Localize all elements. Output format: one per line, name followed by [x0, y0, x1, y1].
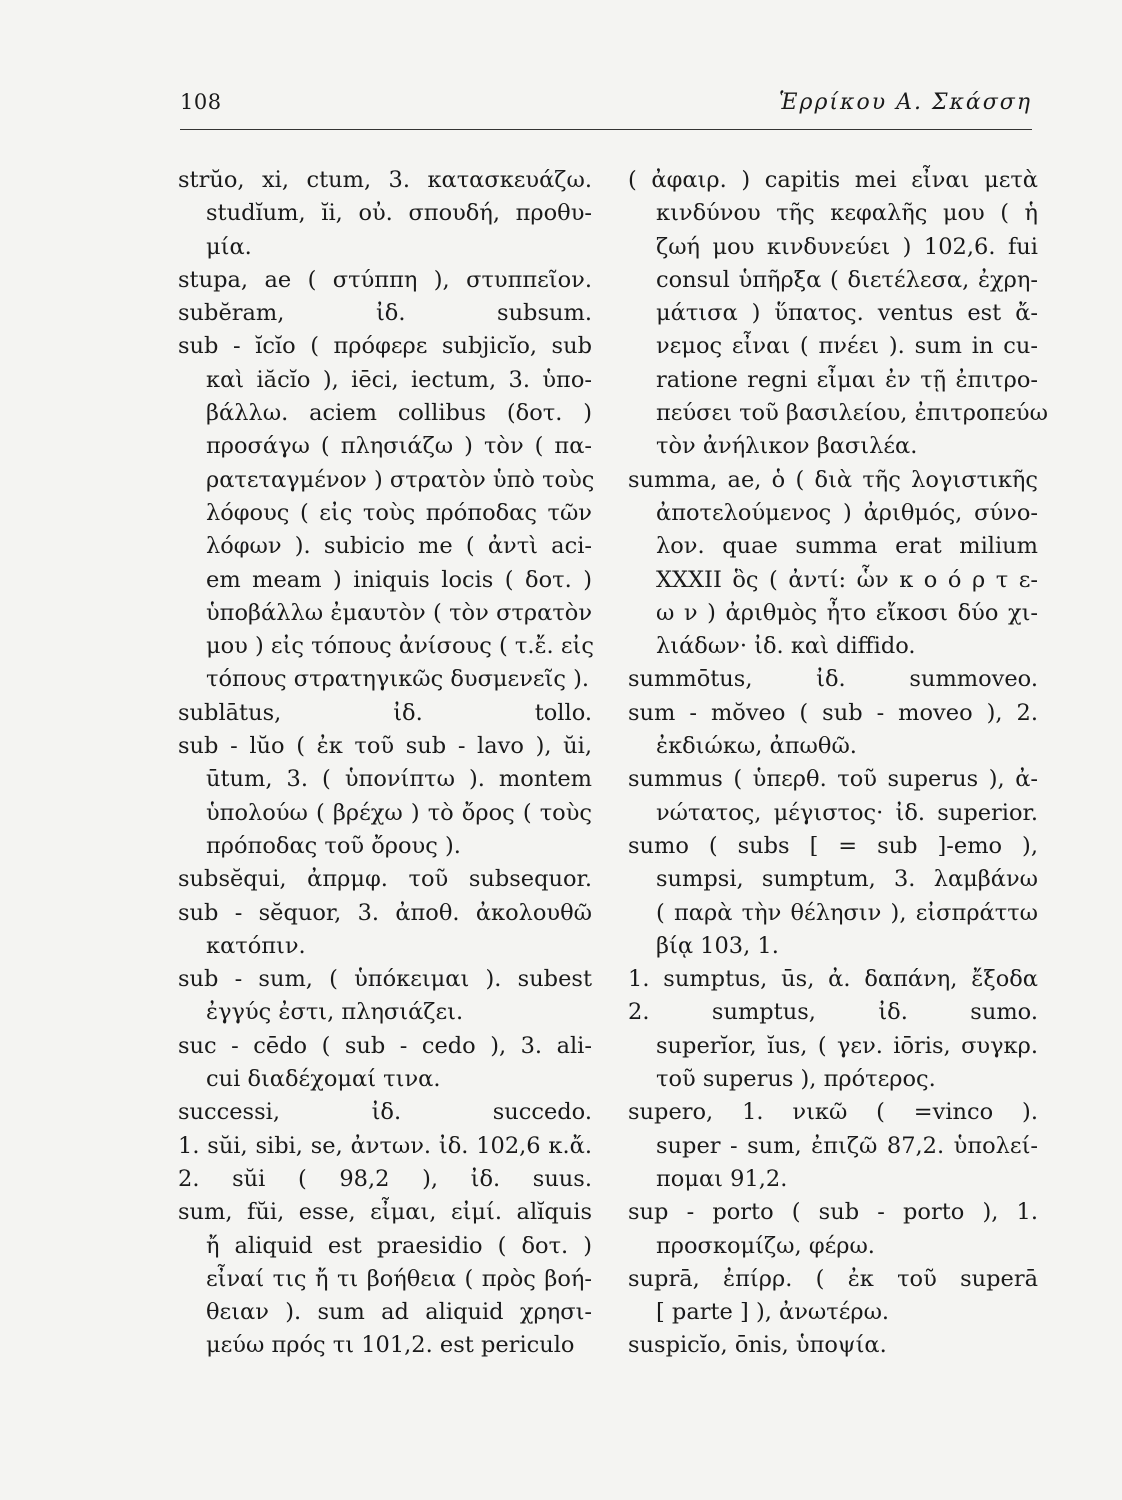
left-column-line: ὑποβάλλω ἐμαυτὸν ( τὸν στρατὸν — [206, 599, 592, 626]
left-column-line: sum, fŭi, esse, εἶμαι, εἰμί. alĭquis — [178, 1199, 592, 1226]
right-column-line: XXXII ὃς ( ἀντί: ὧν κ ο ό ρ τ ε- — [656, 566, 1038, 593]
left-column-line: sub - sum, ( ὑπόκειμαι ). subest — [178, 966, 592, 993]
right-column-line: ἐκδιώκω, ἀπωθῶ. — [656, 733, 857, 760]
right-column-line: νεμος εἶναι ( πνέει ). sum in cu- — [656, 333, 1038, 360]
left-column-line: subsĕqui, ἀπρμφ. τοῦ subsequor. — [178, 866, 592, 893]
left-column-line: 1. sŭi, sibi, se, ἀντων. ἰδ. 102,6 κ.ἄ. — [178, 1132, 592, 1159]
right-column-line: 1. sumptus, ūs, ἀ. δαπάνη, ἔξοδα — [628, 966, 1038, 993]
right-column-line: sumo ( subs [ = sub ]-emo ), — [628, 832, 1038, 859]
left-column-line: μία. — [206, 233, 252, 260]
left-column-line: subĕram, ἰδ. subsum. — [178, 300, 592, 327]
left-column-line: stupa, ae ( στύππη ), στυππεῖον. — [178, 266, 592, 293]
right-column-line: μάτισα ) ὕπατος. ventus est ἄ- — [656, 300, 1038, 327]
right-column-line: προσκομίζω, φέρω. — [656, 1232, 875, 1259]
left-column-line: 2. sŭi ( 98,2 ), ἰδ. suus. — [178, 1165, 592, 1192]
right-column-line: τὸν ἀνήλικον βασιλέα. — [656, 433, 918, 460]
right-column-line: ω ν ) ἀριθμὸς ἦτο εἴκοσι δύο χι- — [656, 599, 1038, 626]
right-column-line: [ parte ] ), ἀνωτέρω. — [656, 1299, 890, 1326]
left-column-line: sub - sĕquor, 3. ἀποθ. ἀκολουθῶ — [178, 899, 592, 926]
left-column-line: ūtum, 3. ( ὑπονίπτω ). montem — [206, 766, 592, 793]
right-column-line: τοῦ superus ), πρότερος. — [656, 1066, 936, 1093]
right-column-line: ratione regni εἶμαι ἐν τῇ ἐπιτρο- — [656, 366, 1038, 393]
left-column-line: studĭum, ĭi, οὐ. σπουδή, προθυ- — [206, 200, 592, 227]
header-rule — [180, 129, 1032, 130]
left-column-line: successi, ἰδ. succedo. — [178, 1099, 592, 1126]
page-header — [180, 90, 1032, 130]
right-column-line: summōtus, ἰδ. summoveo. — [628, 666, 1038, 693]
right-column-line: 2. sumptus, ἰδ. sumo. — [628, 999, 1038, 1026]
right-column-line: super - sum, ἐπιζῶ 87,2. ὑπολεί- — [656, 1132, 1038, 1159]
left-column-line: λόφων ). subicio me ( ἀντὶ aci- — [206, 533, 592, 560]
right-column-line: superĭor, ĭus, ( γεν. iōris, συγκρ. — [656, 1032, 1038, 1059]
right-column-line: ( παρὰ τὴν θέλησιν ), εἰσπράττω — [656, 899, 1038, 926]
right-column-line: suprā, ἐπίρρ. ( ἐκ τοῦ superā — [628, 1265, 1038, 1292]
right-column-line: supero, 1. νικῶ ( =vinco ). — [628, 1099, 1038, 1126]
left-column-line: εἶναί τις ἤ τι βοήθεια ( πρὸς βοή- — [206, 1265, 592, 1292]
left-column-line: καὶ iăcĭo ), iēci, iectum, 3. ὑπο- — [206, 366, 592, 393]
right-column-line: sup - porto ( sub - porto ), 1. — [628, 1199, 1038, 1226]
left-column-line: μεύω πρός τι 101,2. est periculo — [206, 1332, 575, 1359]
left-column-line: ρατεταγμένον ) στρατὸν ὑπὸ τοὺς — [206, 466, 595, 493]
left-column-line: strŭo, xi, ctum, 3. κατασκευάζω. — [178, 167, 592, 193]
left-column — [178, 164, 595, 1363]
left-column-line: sub - ĭcĭo ( πρόφερε subjicĭo, sub — [178, 333, 592, 360]
left-column-line: ὑπολούω ( βρέχω ) τὸ ὄρος ( τοὺς — [206, 799, 592, 826]
right-column-line: summus ( ὑπερθ. τοῦ superus ), ἀ- — [628, 766, 1038, 793]
right-column-line: ( ἀφαιρ. ) capitis mei εἶναι μετὰ — [628, 167, 1038, 193]
right-column-line: summa, ae, ὁ ( διὰ τῆς λογιστικῆς — [628, 466, 1038, 493]
left-column-line: ἤ aliquid est praesidio ( δοτ. ) — [206, 1232, 592, 1259]
right-column-line: πεύσει τοῦ βασιλείου, ἐπιτροπεύω — [656, 400, 1048, 427]
left-column-line: suc - cēdo ( sub - cedo ), 3. ali- — [178, 1032, 592, 1059]
right-column-line: λον. quae summa erat milium — [656, 533, 1038, 560]
right-column-line: ἀποτελούμενος ) ἀριθμός, σύνο- — [656, 499, 1038, 526]
right-column-line: sum - mŏveo ( sub - moveo ), 2. — [628, 699, 1038, 726]
right-column — [628, 164, 1048, 1363]
left-column-line: ἐγγύς ἐστι, πλησιάζει. — [206, 999, 464, 1026]
right-column-line: νώτατος, μέγιστος· ἰδ. superior. — [656, 799, 1038, 826]
page-number: 108 — [180, 90, 222, 114]
right-column-line: πομαι 91,2. — [656, 1165, 788, 1192]
right-column-line: consul ὑπῆρξα ( διετέλεσα, ἐχρη- — [656, 266, 1038, 293]
right-column-line: λιάδων· ἰδ. καὶ diffido. — [656, 633, 916, 660]
running-title: Ἑρρίκου Α. Σκάσση — [779, 90, 1032, 115]
left-column-line: μου ) εἰς τόπους ἀνίσους ( τ.ἔ. εἰς — [206, 633, 594, 660]
left-column-line: τόπους στρατηγικῶς δυσμενεῖς ). — [206, 666, 590, 693]
left-column-line: θειαν ). sum ad aliquid χρησι- — [206, 1299, 592, 1326]
right-column-line: sumpsi, sumptum, 3. λαμβάνω — [656, 866, 1038, 893]
right-column-line: suspicĭo, ōnis, ὑποψία. — [628, 1332, 887, 1359]
right-column-line: κινδύνου τῆς κεφαλῆς μου ( ἡ — [656, 200, 1038, 227]
left-column-line: πρόποδας τοῦ ὄρους ). — [206, 832, 461, 859]
left-column-line: λόφους ( εἰς τοὺς πρόποδας τῶν — [206, 499, 592, 526]
right-column-line: βίᾳ 103, 1. — [656, 932, 779, 959]
left-column-line: sub - lŭo ( ἐκ τοῦ sub - lavo ), ŭi, — [178, 733, 592, 760]
left-column-line: βάλλω. aciem collibus (δοτ. ) — [206, 400, 592, 427]
left-column-line: cui διαδέχομαί τινα. — [206, 1066, 441, 1093]
left-column-line: κατόπιν. — [206, 932, 306, 959]
right-column-line: ζωή μου κινδυνεύει ) 102,6. fui — [656, 233, 1038, 260]
left-column-line: em meam ) iniquis locis ( δοτ. ) — [206, 566, 592, 593]
left-column-line: προσάγω ( πλησιάζω ) τὸν ( πα- — [206, 433, 592, 460]
left-column-line: sublātus, ἰδ. tollo. — [178, 699, 592, 726]
